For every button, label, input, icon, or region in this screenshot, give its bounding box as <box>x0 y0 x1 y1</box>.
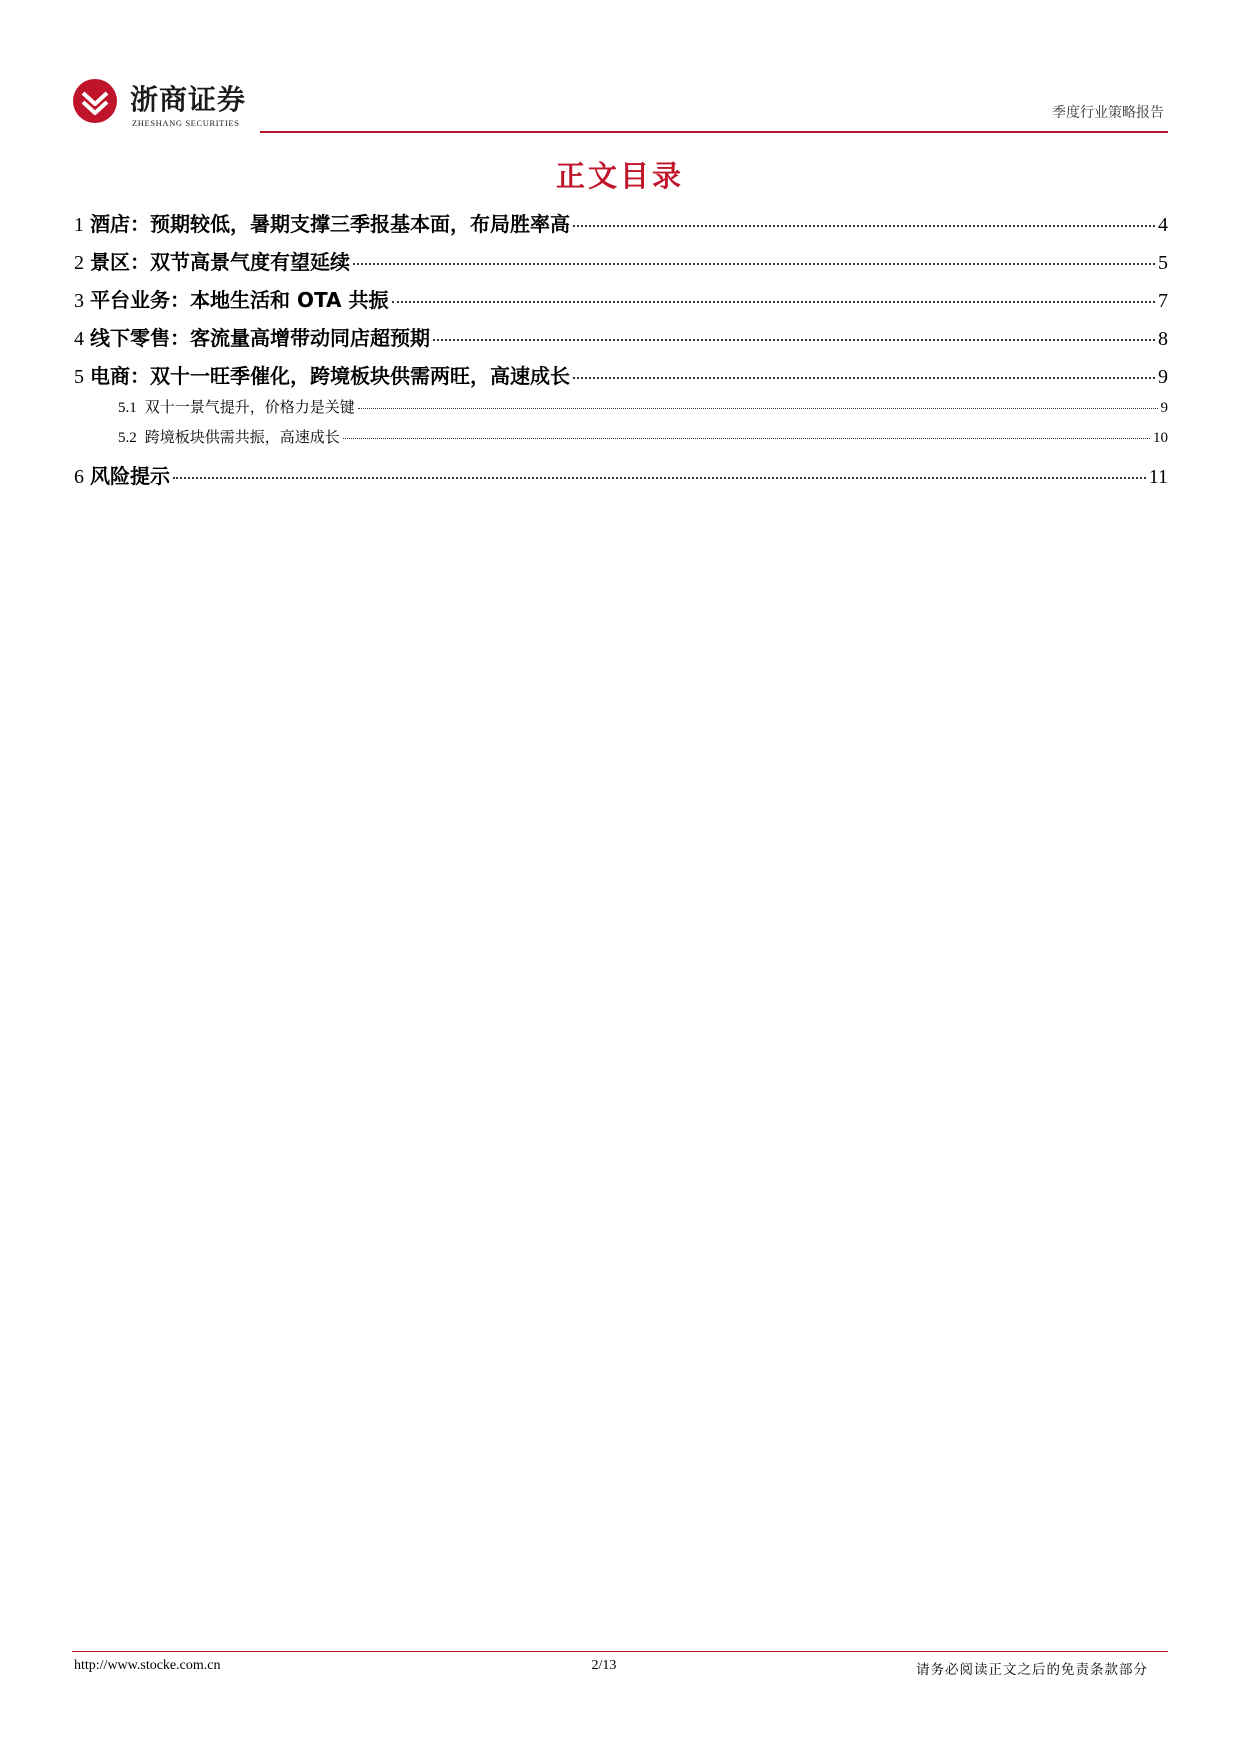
toc-entry-page: 7 <box>1158 290 1168 312</box>
toc-leader-dots <box>392 301 1156 303</box>
toc-entry-text: 酒店：预期较低，暑期支撑三季报基本面，布局胜率高 <box>90 212 570 236</box>
report-type-label: 季度行业策略报告 <box>1052 105 1164 121</box>
toc-leader-dots <box>343 438 1150 439</box>
toc-entry-text: 风险提示 <box>90 464 170 488</box>
toc-leader-dots <box>433 339 1155 341</box>
toc-entry-4[interactable] <box>74 322 1168 360</box>
toc-entry-number: 4 <box>74 328 84 350</box>
toc-leader-dots <box>573 377 1155 379</box>
toc-entry-page: 10 <box>1153 430 1168 446</box>
toc-entry-page: 8 <box>1158 328 1168 350</box>
toc-leader-dots <box>573 225 1155 227</box>
website-link[interactable]: http://www.stocke.com.cn <box>74 1658 221 1673</box>
page-number: 2/13 <box>591 1658 617 1673</box>
toc-leader-dots <box>173 477 1146 479</box>
toc-entry-3[interactable] <box>74 284 1168 322</box>
toc-entry-text: 双十一景气提升，价格力是关键 <box>144 398 355 416</box>
logo-text-cn: 浙商证券 <box>130 83 247 116</box>
toc-entry-page: 9 <box>1158 366 1168 388</box>
toc-entry-number: 1 <box>74 214 84 236</box>
company-logo <box>72 74 272 134</box>
toc-entry-number: 5.1 <box>118 400 137 416</box>
toc-entry-page: 4 <box>1158 214 1168 236</box>
logo-text-en: ZHESHANG SECURITIES <box>132 118 240 128</box>
toc-entry-number: 3 <box>74 290 84 312</box>
footer-divider <box>72 1651 1168 1652</box>
toc-entry-5[interactable] <box>74 360 1168 398</box>
toc-entry-page: 9 <box>1160 400 1168 416</box>
disclaimer-note: 请务必阅读正文之后的免责条款部分 <box>916 1662 1148 1678</box>
toc-entry-6[interactable] <box>74 460 1168 498</box>
toc-entry-1[interactable] <box>74 208 1168 246</box>
toc-leader-dots <box>353 263 1155 265</box>
toc-entry-number: 6 <box>74 466 84 488</box>
table-of-contents <box>74 208 1168 498</box>
page-footer <box>74 1658 1168 1680</box>
logo-mark-icon <box>72 78 118 124</box>
toc-entry-2[interactable] <box>74 246 1168 284</box>
toc-leader-dots <box>358 408 1158 409</box>
toc-title: 正文目录 <box>555 159 684 193</box>
toc-entry-5-1[interactable] <box>74 396 1168 426</box>
page-header <box>72 74 1168 134</box>
toc-entry-page: 5 <box>1158 252 1168 274</box>
toc-entry-page: 11 <box>1148 466 1168 488</box>
toc-entry-number: 5 <box>74 366 84 388</box>
header-divider <box>260 131 1168 133</box>
toc-entry-text: 线下零售：客流量高增带动同店超预期 <box>90 326 430 350</box>
toc-entry-number: 5.2 <box>118 430 137 446</box>
toc-entry-text: 平台业务：本地生活和 OTA 共振 <box>90 288 389 312</box>
toc-entry-5-2[interactable] <box>74 426 1168 456</box>
toc-entry-text: 电商：双十一旺季催化，跨境板块供需两旺，高速成长 <box>90 364 570 388</box>
toc-entry-text: 跨境板块供需共振，高速成长 <box>144 428 340 446</box>
toc-entry-number: 2 <box>74 252 84 274</box>
toc-entry-text: 景区：双节高景气度有望延续 <box>90 250 350 274</box>
